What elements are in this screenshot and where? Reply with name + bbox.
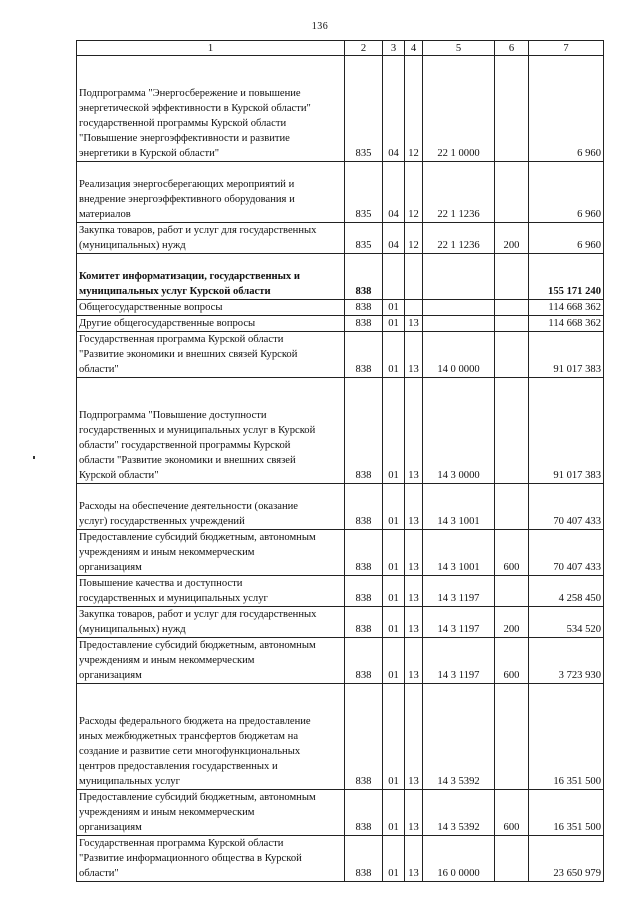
expense-type-cell: 600 xyxy=(495,790,529,836)
subsection-code-cell: 13 xyxy=(405,836,423,882)
section-code-cell: 01 xyxy=(383,607,405,638)
subsection-code-cell xyxy=(405,254,423,300)
table-row xyxy=(77,332,604,378)
row-description xyxy=(77,316,345,332)
description-line: учреждениям и иным некоммерческим xyxy=(79,547,255,558)
page-number: 136 xyxy=(311,21,329,32)
expense-type-cell: 600 xyxy=(495,638,529,684)
table-row xyxy=(77,56,604,162)
ministry-code-cell: 835 xyxy=(345,56,383,162)
expense-type-cell xyxy=(495,162,529,223)
description-line: учреждениям и иным некоммерческим xyxy=(79,655,255,666)
target-article-cell: 14 3 1197 xyxy=(423,638,495,684)
target-article-cell: 22 1 0000 xyxy=(423,56,495,162)
ministry-code-cell: 838 xyxy=(345,530,383,576)
row-description xyxy=(77,56,345,162)
description-line: энергетики в Курской области" xyxy=(79,148,220,159)
section-code-cell: 04 xyxy=(383,162,405,223)
description-line: Другие общегосударственные вопросы xyxy=(79,318,256,329)
row-description xyxy=(77,300,345,316)
table-row xyxy=(77,790,604,836)
table-row xyxy=(77,530,604,576)
description-line: "Развитие экономики и внешних связей Курской xyxy=(79,349,298,360)
subsection-code-cell: 13 xyxy=(405,576,423,607)
table-row xyxy=(77,836,604,882)
row-description xyxy=(77,332,345,378)
description-line: Общегосударственные вопросы xyxy=(79,302,223,313)
description-line: Закупка товаров, работ и услуг для государственных xyxy=(79,609,317,620)
amount-cell: 3 723 930 xyxy=(529,638,604,684)
header-cell: 5 xyxy=(423,41,495,56)
expense-type-cell: 600 xyxy=(495,530,529,576)
row-description xyxy=(77,162,345,223)
row-description xyxy=(77,790,345,836)
table-row xyxy=(77,684,604,790)
ministry-code-cell: 838 xyxy=(345,300,383,316)
description-line: Предоставление субсидий бюджетным, автономным xyxy=(79,532,316,543)
target-article-cell: 14 0 0000 xyxy=(423,332,495,378)
expense-type-cell xyxy=(495,576,529,607)
table-row xyxy=(77,254,604,300)
section-code-cell: 01 xyxy=(383,790,405,836)
budget-table xyxy=(76,40,604,882)
expense-type-cell xyxy=(495,378,529,484)
description-line: области "Развитие экономики и внешних связей xyxy=(79,455,296,466)
row-description xyxy=(77,484,345,530)
amount-cell: 16 351 500 xyxy=(529,684,604,790)
description-line: Государственная программа Курской области xyxy=(79,838,284,849)
header-cell: 3 xyxy=(383,41,405,56)
description-line: организациям xyxy=(79,822,142,833)
description-line: услуг) государственных учреждений xyxy=(79,516,245,527)
description-line: Государственная программа Курской области xyxy=(79,334,284,345)
target-article-cell: 22 1 1236 xyxy=(423,162,495,223)
description-line: Повышение качества и доступности xyxy=(79,578,243,589)
description-line: государственных и муниципальных услуг xyxy=(79,593,268,604)
ministry-code-cell: 838 xyxy=(345,316,383,332)
expense-type-cell xyxy=(495,254,529,300)
target-article-cell xyxy=(423,300,495,316)
amount-cell: 70 407 433 xyxy=(529,484,604,530)
subsection-code-cell: 12 xyxy=(405,223,423,254)
ministry-code-cell: 835 xyxy=(345,223,383,254)
ministry-code-cell: 838 xyxy=(345,607,383,638)
description-line: Предоставление субсидий бюджетным, автономным xyxy=(79,792,316,803)
table-row xyxy=(77,223,604,254)
description-line: организациям xyxy=(79,670,142,681)
expense-type-cell: 200 xyxy=(495,607,529,638)
header-cell: 2 xyxy=(345,41,383,56)
target-article-cell: 14 3 1001 xyxy=(423,484,495,530)
description-line: Подпрограмма "Энергосбережение и повышение xyxy=(79,88,301,99)
description-line: учреждениям и иным некоммерческим xyxy=(79,807,255,818)
section-code-cell: 01 xyxy=(383,484,405,530)
description-line: Реализация энергосберегающих мероприятий и xyxy=(79,179,295,190)
row-description xyxy=(77,638,345,684)
table-row xyxy=(77,576,604,607)
description-line: Расходы федерального бюджета на предоставление xyxy=(79,716,311,727)
target-article-cell: 14 3 1197 xyxy=(423,576,495,607)
amount-cell: 91 017 383 xyxy=(529,378,604,484)
subsection-code-cell: 13 xyxy=(405,684,423,790)
expense-type-cell xyxy=(495,684,529,790)
table-row xyxy=(77,607,604,638)
target-article-cell xyxy=(423,316,495,332)
subsection-code-cell: 13 xyxy=(405,530,423,576)
description-line: энергетической эффективности в Курской области" xyxy=(79,103,311,114)
section-code-cell: 01 xyxy=(383,836,405,882)
amount-cell: 4 258 450 xyxy=(529,576,604,607)
expense-type-cell xyxy=(495,484,529,530)
subsection-code-cell: 13 xyxy=(405,316,423,332)
description-line: организациям xyxy=(79,562,142,573)
description-line: "Развитие информационного общества в Курской xyxy=(79,853,302,864)
amount-cell: 6 960 xyxy=(529,223,604,254)
description-line: области" государственной программы Курской xyxy=(79,440,291,451)
description-line: Предоставление субсидий бюджетным, автономным xyxy=(79,640,316,651)
row-description xyxy=(77,254,345,300)
amount-cell: 6 960 xyxy=(529,162,604,223)
description-line: Расходы на обеспечение деятельности (оказание xyxy=(79,501,298,512)
description-line: центров предоставления государственных и xyxy=(79,761,278,772)
target-article-cell: 22 1 1236 xyxy=(423,223,495,254)
target-article-cell: 16 0 0000 xyxy=(423,836,495,882)
section-code-cell: 01 xyxy=(383,576,405,607)
row-description xyxy=(77,223,345,254)
section-code-cell: 04 xyxy=(383,223,405,254)
expense-type-cell: 200 xyxy=(495,223,529,254)
ministry-code-cell: 838 xyxy=(345,638,383,684)
description-line: муниципальных услуг Курской области xyxy=(79,286,271,297)
description-line: области" xyxy=(79,364,119,375)
expense-type-cell xyxy=(495,316,529,332)
section-code-cell: 01 xyxy=(383,378,405,484)
table-row xyxy=(77,316,604,332)
table-body xyxy=(77,56,604,882)
amount-cell: 114 668 362 xyxy=(529,300,604,316)
margin-mark xyxy=(33,456,35,459)
ministry-code-cell: 838 xyxy=(345,484,383,530)
description-line: материалов xyxy=(79,209,131,220)
amount-cell: 16 351 500 xyxy=(529,790,604,836)
section-code-cell: 01 xyxy=(383,684,405,790)
description-line: Курской области" xyxy=(79,470,159,481)
target-article-cell: 14 3 5392 xyxy=(423,790,495,836)
ministry-code-cell: 838 xyxy=(345,332,383,378)
section-code-cell: 01 xyxy=(383,316,405,332)
expense-type-cell xyxy=(495,300,529,316)
row-description xyxy=(77,576,345,607)
header-cell: 6 xyxy=(495,41,529,56)
ministry-code-cell: 838 xyxy=(345,254,383,300)
description-line: (муниципальных) нужд xyxy=(79,624,186,635)
table-row xyxy=(77,378,604,484)
table-row xyxy=(77,300,604,316)
row-description xyxy=(77,378,345,484)
expense-type-cell xyxy=(495,332,529,378)
section-code-cell: 04 xyxy=(383,56,405,162)
description-line: муниципальных услуг xyxy=(79,776,180,787)
header-row xyxy=(77,41,604,56)
amount-cell: 70 407 433 xyxy=(529,530,604,576)
subsection-code-cell: 13 xyxy=(405,484,423,530)
description-line: создание и развитие сети многофункциональных xyxy=(79,746,301,757)
description-line: "Повышение энергоэффективности и развитие xyxy=(79,133,290,144)
amount-cell: 6 960 xyxy=(529,56,604,162)
target-article-cell: 14 3 1197 xyxy=(423,607,495,638)
section-code-cell xyxy=(383,254,405,300)
target-article-cell: 14 3 1001 xyxy=(423,530,495,576)
subsection-code-cell: 13 xyxy=(405,638,423,684)
subsection-code-cell: 12 xyxy=(405,162,423,223)
expense-type-cell xyxy=(495,836,529,882)
ministry-code-cell: 835 xyxy=(345,162,383,223)
row-description xyxy=(77,530,345,576)
description-line: Закупка товаров, работ и услуг для государственных xyxy=(79,225,317,236)
row-description xyxy=(77,684,345,790)
description-line: внедрение энергоэффективного оборудования и xyxy=(79,194,295,205)
subsection-code-cell: 13 xyxy=(405,790,423,836)
subsection-code-cell: 12 xyxy=(405,56,423,162)
description-line: иных межбюджетных трансфертов бюджетам на xyxy=(79,731,299,742)
description-line: государственных и муниципальных услуг в Курской xyxy=(79,425,316,436)
expense-type-cell xyxy=(495,56,529,162)
section-code-cell: 01 xyxy=(383,638,405,684)
subsection-code-cell: 13 xyxy=(405,332,423,378)
description-line: Комитет информатизации, государственных и xyxy=(79,271,300,282)
table-row xyxy=(77,162,604,223)
header-cell: 7 xyxy=(529,41,604,56)
target-article-cell: 14 3 5392 xyxy=(423,684,495,790)
ministry-code-cell: 838 xyxy=(345,790,383,836)
amount-cell: 155 171 240 xyxy=(529,254,604,300)
table-row xyxy=(77,484,604,530)
description-line: Подпрограмма "Повышение доступности xyxy=(79,410,267,421)
amount-cell: 91 017 383 xyxy=(529,332,604,378)
amount-cell: 534 520 xyxy=(529,607,604,638)
header-cell: 4 xyxy=(405,41,423,56)
section-code-cell: 01 xyxy=(383,530,405,576)
description-line: государственной программы Курской области xyxy=(79,118,287,129)
row-description xyxy=(77,836,345,882)
section-code-cell: 01 xyxy=(383,332,405,378)
subsection-code-cell: 13 xyxy=(405,378,423,484)
ministry-code-cell: 838 xyxy=(345,378,383,484)
target-article-cell: 14 3 0000 xyxy=(423,378,495,484)
header-cell: 1 xyxy=(77,41,345,56)
ministry-code-cell: 838 xyxy=(345,684,383,790)
ministry-code-cell: 838 xyxy=(345,576,383,607)
ministry-code-cell: 838 xyxy=(345,836,383,882)
target-article-cell xyxy=(423,254,495,300)
table-row xyxy=(77,638,604,684)
row-description xyxy=(77,607,345,638)
amount-cell: 23 650 979 xyxy=(529,836,604,882)
subsection-code-cell: 13 xyxy=(405,607,423,638)
description-line: области" xyxy=(79,868,119,879)
description-line: (муниципальных) нужд xyxy=(79,240,186,251)
subsection-code-cell xyxy=(405,300,423,316)
section-code-cell: 01 xyxy=(383,300,405,316)
amount-cell: 114 668 362 xyxy=(529,316,604,332)
